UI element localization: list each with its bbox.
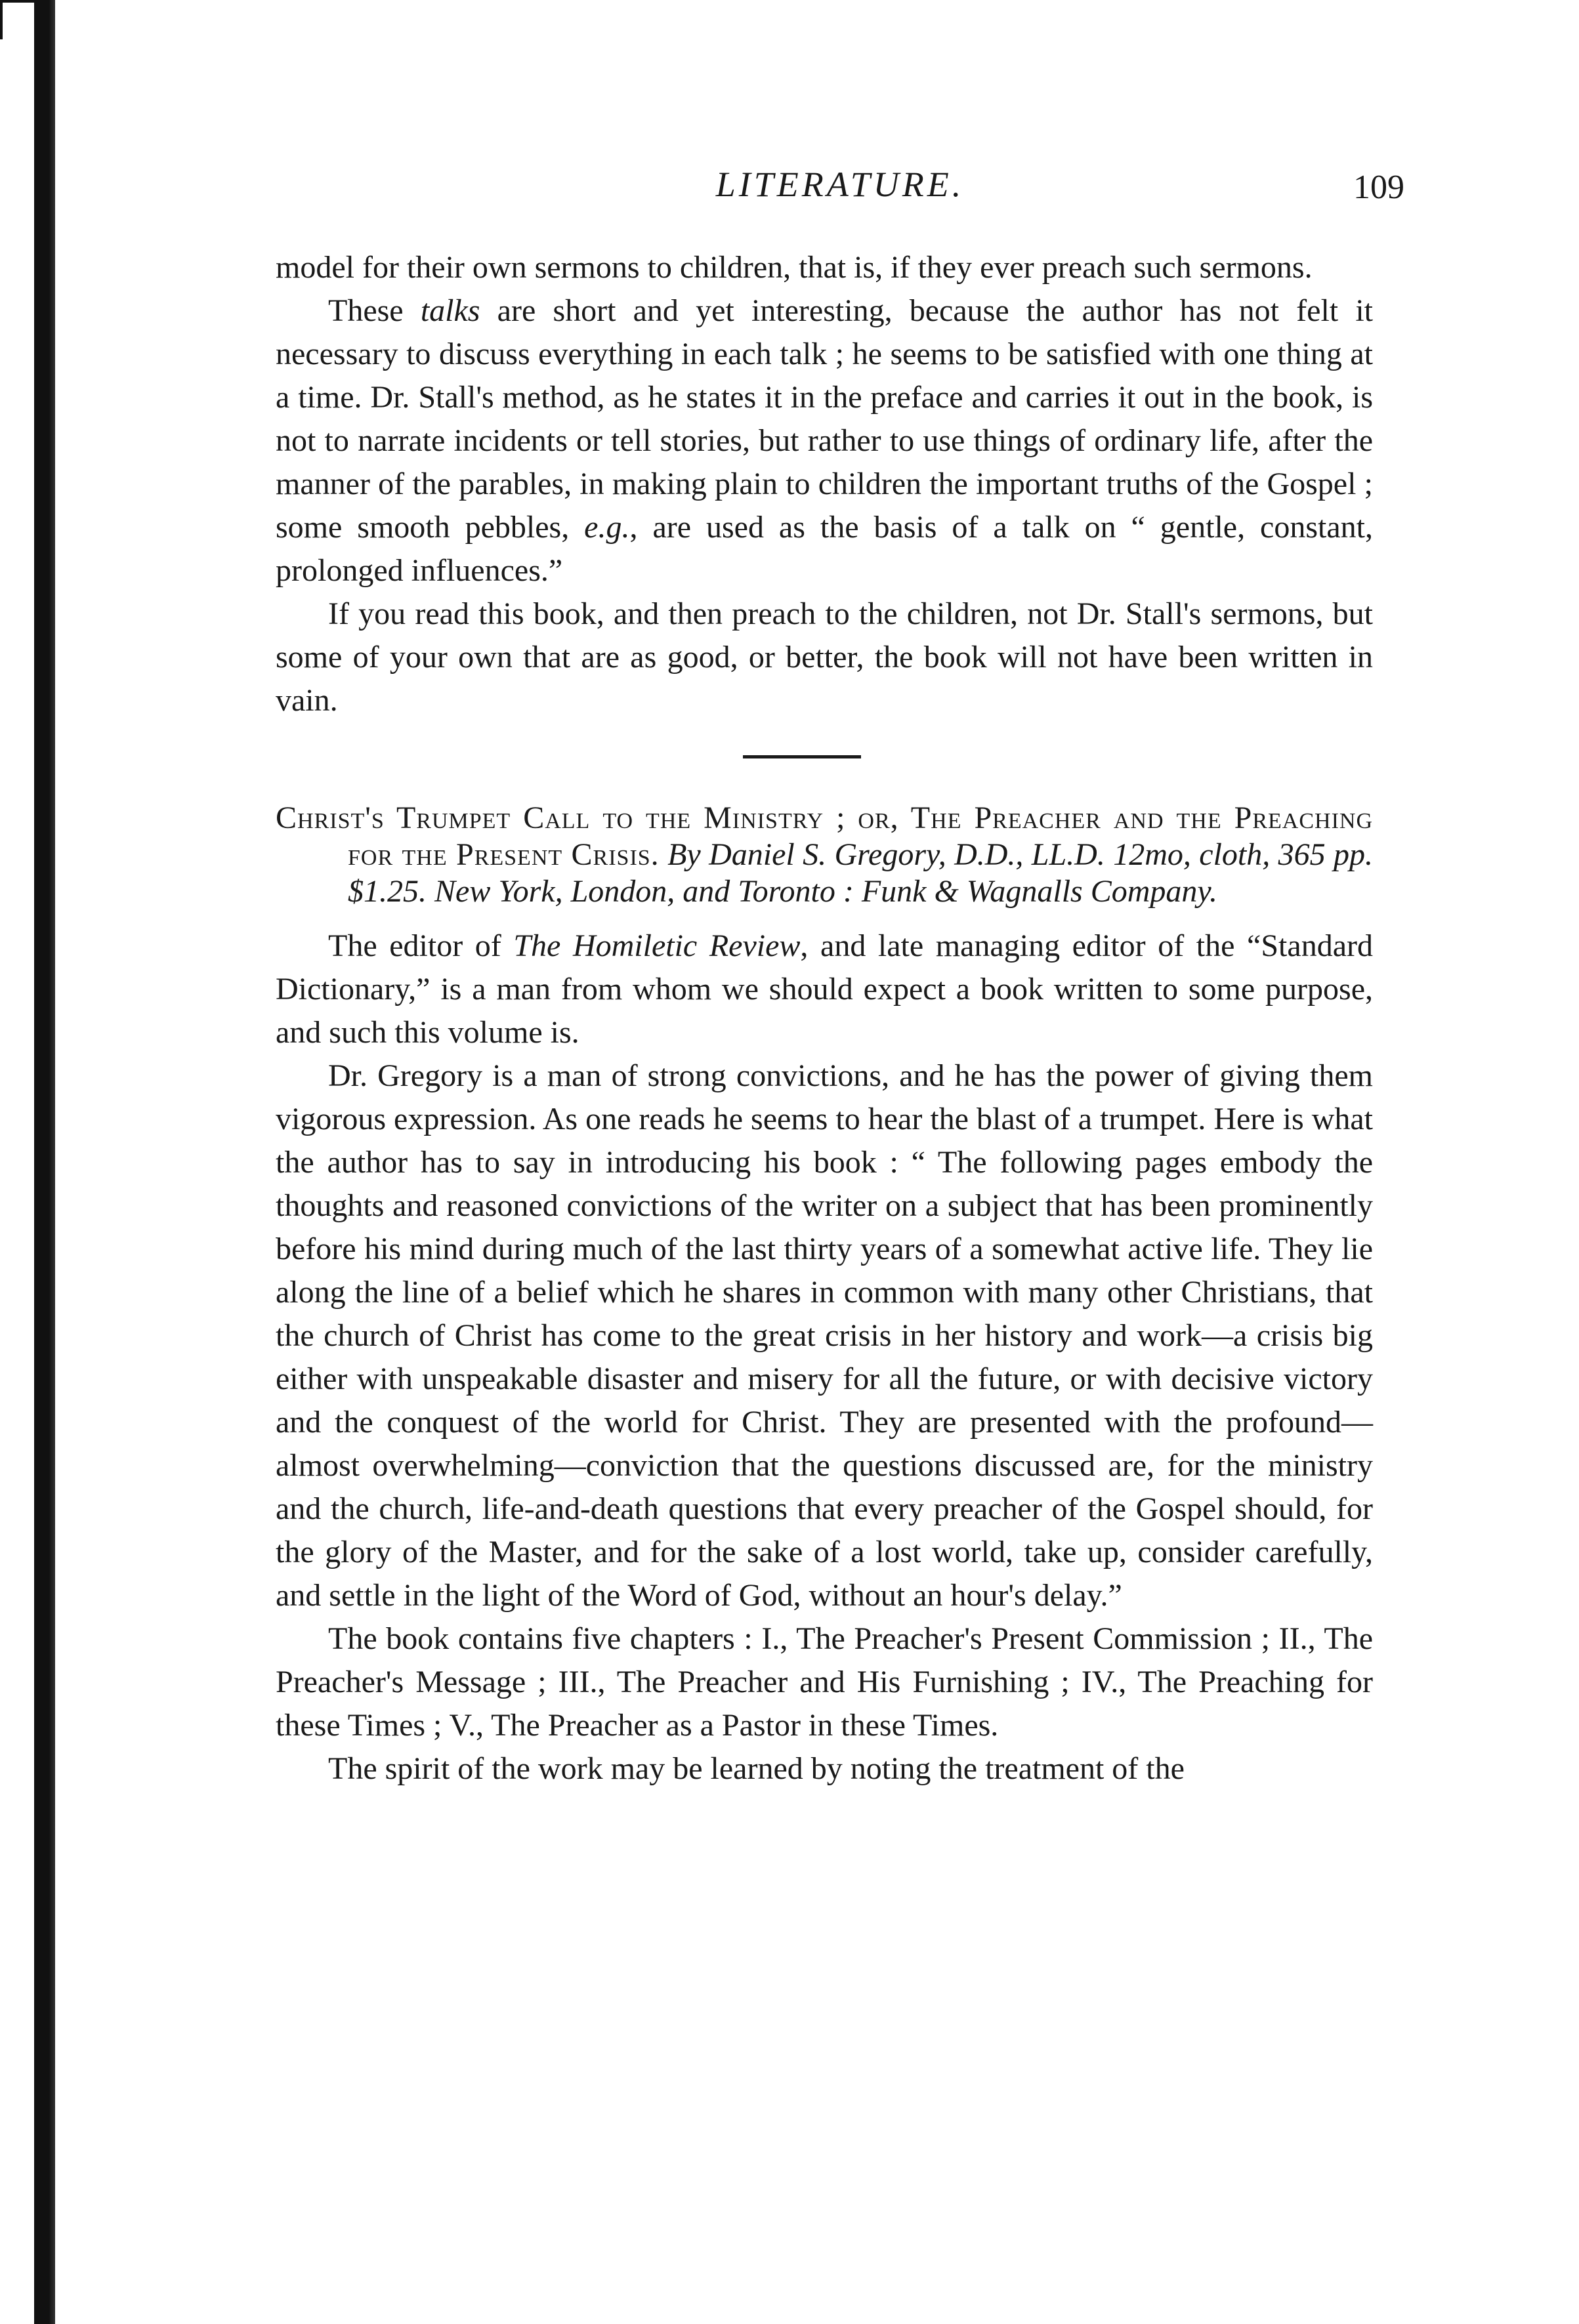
paragraph-quotation: Dr. Gregory is a man of strong convictions, and he has the power of giving them vigorous expression. As one reads he seems to hear the blast of a trumpet. Here is what the author has to say in introducing his book : “ The following pages embody the thoughts and reasoned convictions of the writer on a subject that has been prominently before his mind during much of the last thirty years of a somewhat active life. They lie along the line of a belief which he shares in common with many other Christians, that the church of Christ has come to the great crisis in her history and work—a crisis big either with unspeakable disaster and misery for all the future, or with decisive victory and the conquest of the world for Christ. They are presented with the profound—almost overwhelming—conviction that the questions discussed are, for the ministry and the church, life-and-death questions that every preacher of the Gospel should, for the glory of the Master, and for the sake of a lost world, take up, consider carefully, and settle in the light of the Word of God, without an hour's delay.” bbox=[276, 1058, 1373, 1613]
paragraph-editor: The editor of The Homiletic Review, and late managing editor of the “Standard Dictionary,” is a man from whom we should expect a book written to some purpose, and such this volume is. bbox=[276, 928, 1373, 1050]
book-byline: By Daniel S. Gregory, D.D., LL.D. 12mo, cloth, 365 pp. $1.25. New York, London, and Toronto : Funk & Wagnalls Company. bbox=[348, 837, 1374, 909]
running-head-title: LITERATURE. bbox=[715, 165, 965, 204]
section-divider bbox=[276, 722, 1373, 800]
running-head bbox=[276, 164, 1404, 217]
book-entry-heading bbox=[276, 800, 1373, 910]
divider-rule bbox=[743, 755, 861, 758]
page-number: 109 bbox=[1353, 169, 1404, 206]
page-body bbox=[276, 246, 1373, 1791]
book-title: Christ's Trumpet Call to the Ministry ; or, The Preacher and the Preaching for the Present Crisis. bbox=[276, 800, 1373, 872]
paragraph-chapters: The book contains five chapters : I., The Preacher's Present Commission ; II., The Preacher's Message ; III., The Preacher and His Furnishing ; IV., The Preaching for these Times ; V., The Preacher as a Pastor in these Times. bbox=[276, 1621, 1373, 1743]
paragraph-closing-review: If you read this book, and then preach to the children, not Dr. Stall's sermons, but some of your own that are as good, or better, the book will not have been written in vain. bbox=[276, 596, 1373, 718]
paragraph-talks: These talks are short and yet interesting, because the author has not felt it necessary to discuss everything in each talk ; he seems to be satisfied with one thing at a time. Dr. Stall's method, as he states it in the preface and carries it out in the book, is not to narrate incidents or tell stories, but rather to use things of ordinary life, after the manner of the parables, in making plain to children the important truths of the Gospel ; some smooth pebbles, e.g., are used as the basis of a talk on “ gentle, constant, prolonged influences.” bbox=[276, 293, 1374, 588]
scan-edge-notch bbox=[0, 0, 3, 39]
page-binding-edge bbox=[34, 0, 55, 2324]
paragraph-spirit: The spirit of the work may be learned by noting the treatment of the bbox=[328, 1751, 1185, 1786]
paragraph-continued: model for their own sermons to children, that is, if they ever preach such sermons. bbox=[276, 250, 1313, 285]
